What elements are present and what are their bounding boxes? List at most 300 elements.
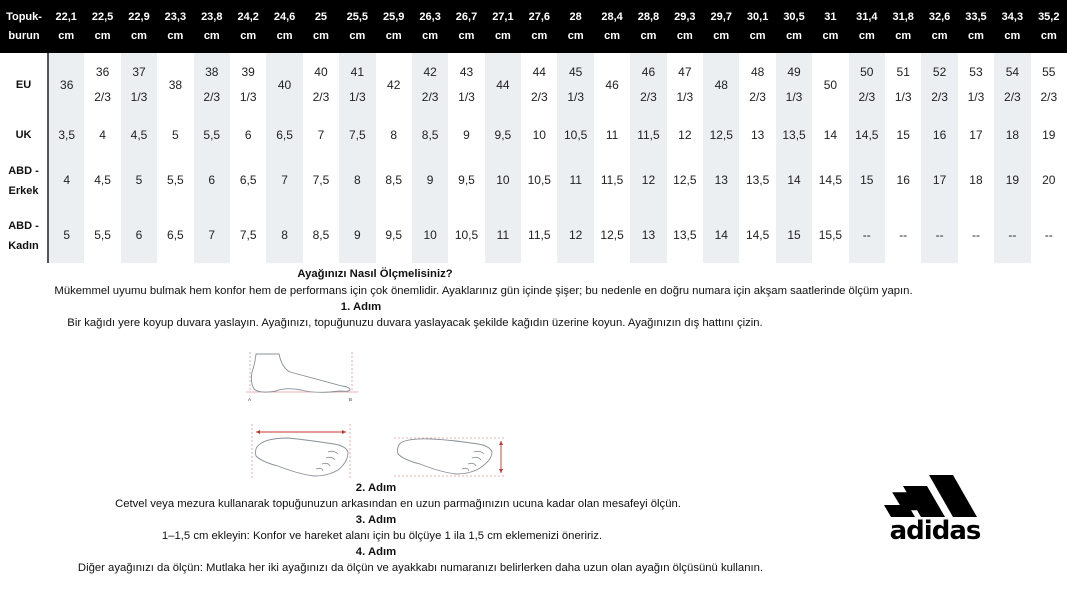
size-cell <box>630 208 666 263</box>
size-cell <box>376 117 412 153</box>
size-value: 7 <box>317 127 325 142</box>
size-value: 5 <box>63 228 71 242</box>
size-value: 12,5 <box>673 173 697 187</box>
size-cell <box>812 208 848 263</box>
size-cell <box>776 153 812 208</box>
cm-value: 25,5 <box>346 10 369 23</box>
size-value: 41 <box>350 65 365 79</box>
cm-unit: cm <box>858 29 875 42</box>
size-cell <box>958 208 994 263</box>
size-value: 5,5 <box>167 173 184 187</box>
cm-value: 32,6 <box>928 10 951 23</box>
cm-unit: cm <box>385 29 402 42</box>
cm-value: 25 <box>314 10 328 23</box>
size-value: 13,5 <box>782 127 806 142</box>
size-cell <box>1031 117 1067 153</box>
size-cell <box>849 208 885 263</box>
size-fraction: 2/3 <box>203 90 221 104</box>
cm-unit: cm <box>312 29 329 42</box>
size-value: 13,5 <box>673 228 697 242</box>
size-cell <box>303 53 339 117</box>
cm-value: 24,2 <box>237 10 259 23</box>
step-3-text: 1–1,5 cm ekleyin: Konfor ve hareket alanı için bu ölçüye 1 ila 1,5 cm eklemenizi öneririz. <box>161 530 603 542</box>
size-value: 37 <box>132 65 146 79</box>
cm-unit: cm <box>713 29 730 42</box>
header-cm-cell <box>230 0 266 53</box>
size-fraction: 2/3 <box>640 90 657 104</box>
cm-value: 22,1 <box>55 10 77 23</box>
header-cm-cell <box>448 0 484 53</box>
size-value: 12 <box>569 228 583 242</box>
cm-value: 31,4 <box>856 10 878 23</box>
cm-unit: cm <box>895 29 912 42</box>
size-cell <box>84 153 120 208</box>
header-cm-cell <box>667 0 703 53</box>
row-label-uk <box>0 117 48 153</box>
header-cm-cell <box>521 0 557 53</box>
size-cell <box>739 117 775 153</box>
size-value: 6,5 <box>167 228 184 242</box>
size-value: 7,5 <box>348 127 366 142</box>
size-cell <box>194 153 230 208</box>
size-value: 48 <box>750 65 765 79</box>
size-value: 46 <box>641 65 656 79</box>
cm-unit: cm <box>167 29 184 42</box>
size-value: 10,5 <box>564 127 588 142</box>
size-value: 8 <box>281 228 288 242</box>
header-cm-cell <box>48 0 84 53</box>
size-cell <box>121 153 157 208</box>
size-value: 15 <box>896 127 910 142</box>
size-value: 40 <box>277 77 292 92</box>
size-fraction: 1/3 <box>348 90 366 104</box>
size-cell <box>594 153 630 208</box>
size-cell <box>157 53 193 117</box>
size-value: 44 <box>532 65 546 79</box>
size-cell <box>448 117 484 153</box>
size-cell <box>339 117 375 153</box>
size-fraction: 2/3 <box>1004 90 1021 104</box>
size-value: 13,5 <box>745 173 770 187</box>
foot-length-illustration <box>248 424 358 480</box>
size-cell <box>885 208 921 263</box>
cm-unit: cm <box>968 29 984 42</box>
cm-value: 24,6 <box>273 10 296 23</box>
size-cell <box>739 208 775 263</box>
cm-value: 29,7 <box>710 10 732 23</box>
size-value: 19 <box>1042 127 1056 142</box>
size-cell <box>230 153 266 208</box>
cm-unit: cm <box>58 29 75 42</box>
cm-value: 28,8 <box>637 10 660 23</box>
size-fraction: 2/3 <box>530 90 548 104</box>
size-cell <box>194 208 230 263</box>
size-value: 45 <box>569 65 583 79</box>
point-a-label: A <box>248 397 252 402</box>
size-value: 4 <box>63 173 71 187</box>
size-row-eu <box>0 53 1067 117</box>
size-cell <box>958 53 994 117</box>
header-cm-cell <box>376 0 412 53</box>
size-cell <box>994 153 1030 208</box>
size-value: 11,5 <box>528 228 551 242</box>
header-cm-cell <box>157 0 193 53</box>
size-value: 10 <box>496 173 510 187</box>
cm-unit: cm <box>94 29 111 42</box>
size-cell <box>1031 208 1067 263</box>
size-cell <box>157 208 193 263</box>
size-cell <box>339 53 375 117</box>
size-row-uk <box>0 117 1067 153</box>
size-value: 9 <box>426 173 434 187</box>
size-value: 12,5 <box>600 228 624 242</box>
table-header-row <box>0 0 1067 53</box>
size-cell <box>230 208 266 263</box>
row-label-erkek <box>0 153 48 208</box>
size-cell <box>703 53 739 117</box>
size-value: 10 <box>423 228 437 242</box>
size-cell <box>376 53 412 117</box>
size-cell <box>667 117 703 153</box>
size-cell <box>48 153 84 208</box>
size-value: 4,5 <box>94 173 111 187</box>
size-cell <box>812 53 848 117</box>
size-cell <box>448 208 484 263</box>
size-fraction: 2/3 <box>749 90 766 104</box>
row-label-line: Erkek <box>8 184 39 197</box>
cm-value: 23,8 <box>201 10 223 23</box>
header-cm-cell <box>412 0 448 53</box>
size-value: 11,5 <box>637 127 660 142</box>
cm-value: 29,3 <box>674 10 696 23</box>
size-value: 36 <box>95 65 110 79</box>
size-cell <box>958 153 994 208</box>
size-value: 43 <box>459 65 474 79</box>
size-fraction: 1/3 <box>967 90 985 104</box>
size-cell <box>630 53 666 117</box>
size-fraction: 1/3 <box>239 90 257 104</box>
row-label-line: Kadın <box>8 239 39 252</box>
step-1-heading: 1. Adım <box>340 301 382 313</box>
size-value: 52 <box>932 65 947 79</box>
header-cm-cell <box>557 0 593 53</box>
size-fraction: 1/3 <box>785 90 803 104</box>
size-value: 12 <box>678 127 692 142</box>
size-cell <box>594 208 630 263</box>
size-value: 14 <box>714 228 728 242</box>
size-value: 8 <box>353 173 361 187</box>
size-cell <box>521 208 557 263</box>
size-value: -- <box>899 228 908 242</box>
row-label-line: ABD - <box>8 164 39 177</box>
size-value: 40 <box>314 65 328 79</box>
size-value: 51 <box>896 65 910 79</box>
size-cell <box>557 153 593 208</box>
size-cell <box>412 208 448 263</box>
size-cell <box>521 153 557 208</box>
size-cell <box>885 153 921 208</box>
header-cm-cell <box>703 0 739 53</box>
size-value: 8 <box>390 127 398 142</box>
foot-top-outline <box>256 438 349 476</box>
size-value: 11 <box>496 228 510 242</box>
cm-value: 31 <box>824 10 837 23</box>
size-cell <box>994 208 1030 263</box>
size-cell <box>339 208 375 263</box>
size-value: 13 <box>750 127 765 142</box>
foot-width-illustration <box>394 436 506 478</box>
size-value: 38 <box>205 65 219 79</box>
size-value: 5 <box>172 127 179 142</box>
size-value: 55 <box>1042 65 1056 79</box>
size-cell <box>303 117 339 153</box>
size-cell <box>667 53 703 117</box>
cm-unit: cm <box>458 29 475 42</box>
size-value: 46 <box>605 77 619 92</box>
size-value: -- <box>862 228 871 242</box>
size-cell <box>557 208 593 263</box>
logo-wordmark: adidas <box>889 516 981 545</box>
adidas-logo <box>873 473 998 545</box>
size-cell <box>849 53 885 117</box>
size-value: 5,5 <box>94 228 111 242</box>
size-value: 19 <box>1005 173 1020 187</box>
size-value: 8,5 <box>421 127 439 142</box>
header-cm-cell <box>1031 0 1067 53</box>
size-value: 7 <box>208 228 216 242</box>
size-value: 16 <box>896 173 910 187</box>
size-value: 8,5 <box>385 173 403 187</box>
size-value: 13 <box>641 228 656 242</box>
cm-unit: cm <box>931 29 948 42</box>
cm-unit: cm <box>567 29 584 42</box>
size-cell <box>121 208 157 263</box>
size-cell <box>667 153 703 208</box>
size-value: 49 <box>787 65 801 79</box>
size-value: 3,5 <box>58 127 76 142</box>
size-fraction: 2/3 <box>94 90 111 104</box>
size-cell <box>703 208 739 263</box>
size-cell <box>594 53 630 117</box>
size-fraction: 2/3 <box>1040 90 1058 104</box>
size-cell <box>921 153 957 208</box>
size-value: 11 <box>569 173 582 187</box>
size-fraction: 1/3 <box>676 90 694 104</box>
size-cell <box>557 117 593 153</box>
guide-intro: Mükemmel uyumu bulmak hem konfor hem de performans için çok önemlidir. Ayaklarınız gün içinde şişer; bu nedenle en doğru numara için akşam saatlerinde ölçüm yapın. <box>54 285 913 297</box>
size-value: 9,5 <box>494 127 512 142</box>
size-cell <box>121 117 157 153</box>
size-value: 14,5 <box>818 173 843 187</box>
size-value: 50 <box>860 65 874 79</box>
size-value: 17 <box>969 127 983 142</box>
size-value: 14,5 <box>745 228 770 242</box>
cm-value: 26,3 <box>419 10 441 23</box>
size-cell <box>630 117 666 153</box>
size-value: 14,5 <box>855 127 879 142</box>
size-value: 10,5 <box>527 173 551 187</box>
cm-value: 23,3 <box>164 10 187 23</box>
size-cell <box>994 53 1030 117</box>
size-value: 20 <box>1042 173 1056 187</box>
size-cell <box>921 208 957 263</box>
cm-unit: cm <box>676 29 693 42</box>
size-cell <box>48 117 84 153</box>
size-value: 11 <box>605 127 619 142</box>
size-value: 15 <box>787 228 801 242</box>
size-value: 17 <box>932 173 947 187</box>
size-cell <box>412 153 448 208</box>
size-cell <box>194 117 230 153</box>
size-cell <box>703 117 739 153</box>
cm-value: 28 <box>569 10 582 23</box>
header-cm-cell <box>849 0 885 53</box>
size-value: -- <box>971 228 980 242</box>
size-cell <box>84 208 120 263</box>
size-value: 18 <box>1005 127 1020 142</box>
size-value: -- <box>1008 228 1017 242</box>
row-label-line: ABD - <box>8 219 39 232</box>
size-value: 53 <box>969 65 983 79</box>
size-fraction: 1/3 <box>567 90 585 104</box>
cm-value: 22,5 <box>91 10 114 23</box>
size-cell <box>412 53 448 117</box>
cm-unit: cm <box>276 29 293 42</box>
size-value: 9,5 <box>458 173 475 187</box>
size-cell <box>485 153 521 208</box>
size-cell <box>849 153 885 208</box>
cm-value: 26,7 <box>455 10 478 23</box>
size-value: 13 <box>714 173 728 187</box>
header-cm-cell <box>921 0 957 53</box>
header-cm-cell <box>121 0 157 53</box>
size-value: 39 <box>241 65 255 79</box>
size-value: 8,5 <box>312 228 330 242</box>
size-cell <box>958 117 994 153</box>
size-value: 14 <box>787 173 801 187</box>
size-cell <box>230 53 266 117</box>
size-value: 9,5 <box>385 228 403 242</box>
step-3-heading: 3. Adım <box>355 514 397 526</box>
size-value: 42 <box>387 77 401 92</box>
size-cell <box>84 117 120 153</box>
cm-unit: cm <box>131 29 147 42</box>
guide-title: Ayağınızı Nasıl Ölçmelisiniz? <box>297 268 453 280</box>
cm-value: 31,8 <box>892 10 914 23</box>
size-value: 11,5 <box>600 173 624 187</box>
size-cell <box>485 117 521 153</box>
size-cell <box>776 117 812 153</box>
header-cm-cell <box>485 0 521 53</box>
size-chart-table <box>0 0 1067 263</box>
cm-value: 27,6 <box>528 10 550 23</box>
size-value: 54 <box>1005 65 1020 79</box>
cm-unit: cm <box>749 29 766 42</box>
step-2-heading: 2. Adım <box>355 482 397 494</box>
row-label-eu <box>0 53 48 117</box>
size-value: 14 <box>823 127 838 142</box>
size-cell <box>812 117 848 153</box>
size-cell <box>557 53 593 117</box>
size-cell <box>230 117 266 153</box>
size-value: -- <box>935 228 944 242</box>
size-value: 15,5 <box>818 228 843 242</box>
size-value: 47 <box>678 65 692 79</box>
size-cell <box>157 153 193 208</box>
size-cell <box>303 208 339 263</box>
cm-value: 33,5 <box>965 10 987 23</box>
size-cell <box>921 117 957 153</box>
header-cm-cell <box>266 0 302 53</box>
size-value: 6 <box>208 173 216 187</box>
size-cell <box>266 53 302 117</box>
size-cell <box>776 53 812 117</box>
header-cm-cell <box>84 0 120 53</box>
size-value: 7,5 <box>312 173 330 187</box>
size-cell <box>703 153 739 208</box>
row-label-line: EU <box>15 79 32 91</box>
cm-unit: cm <box>786 29 802 42</box>
foot-side-view-illustration <box>246 350 358 404</box>
size-cell <box>266 117 302 153</box>
cm-unit: cm <box>203 29 220 42</box>
size-value: 15 <box>860 173 874 187</box>
cm-unit: cm <box>640 29 657 42</box>
size-value: 38 <box>168 77 183 92</box>
header-cm-cell <box>739 0 775 53</box>
size-cell <box>994 117 1030 153</box>
size-cell <box>521 53 557 117</box>
cm-unit: cm <box>240 29 257 42</box>
size-fraction: 1/3 <box>894 90 912 104</box>
size-fraction: 2/3 <box>421 90 439 104</box>
size-cell <box>157 117 193 153</box>
size-cell <box>303 153 339 208</box>
size-value: 16 <box>932 127 947 142</box>
size-value: 6,5 <box>239 173 257 187</box>
size-cell <box>885 117 921 153</box>
size-cell <box>630 153 666 208</box>
size-cell <box>739 53 775 117</box>
cm-unit: cm <box>422 29 439 42</box>
size-cell <box>84 53 120 117</box>
cm-value: 25,9 <box>383 10 405 23</box>
size-cell <box>812 153 848 208</box>
cm-unit: cm <box>822 29 839 42</box>
size-value: 10,5 <box>454 228 479 242</box>
cm-unit: cm <box>1040 29 1057 42</box>
step-1-text: Bir kağıdı yere koyup duvara yaslayın. Ayağınızı, topuğunuzu duvara yaslayacak şekilde kağıdın üzerine koyun. Ayağınızın dış hattını çizin. <box>67 317 763 329</box>
header-label-line: burun <box>8 29 40 42</box>
step-2-text: Cetvel veya mezura kullanarak topuğunuzun arkasından en uzun parmağınızın ucuna kadar olan mesafeyi ölçün. <box>115 498 681 510</box>
header-label-line: Topuk- <box>6 10 42 23</box>
size-value: 10 <box>532 127 546 142</box>
header-cm-cell <box>594 0 630 53</box>
cm-value: 28,4 <box>601 10 623 23</box>
size-cell <box>266 208 302 263</box>
cm-unit: cm <box>349 29 366 42</box>
size-cell <box>667 208 703 263</box>
header-cm-cell <box>339 0 375 53</box>
size-value: 5 <box>135 173 143 187</box>
size-fraction: 1/3 <box>130 90 148 104</box>
cm-unit: cm <box>1004 29 1021 42</box>
cm-value: 30,1 <box>746 10 769 23</box>
cm-unit: cm <box>494 29 511 42</box>
size-value: 12,5 <box>709 127 733 142</box>
header-cm-cell <box>194 0 230 53</box>
size-value: -- <box>1044 228 1053 242</box>
